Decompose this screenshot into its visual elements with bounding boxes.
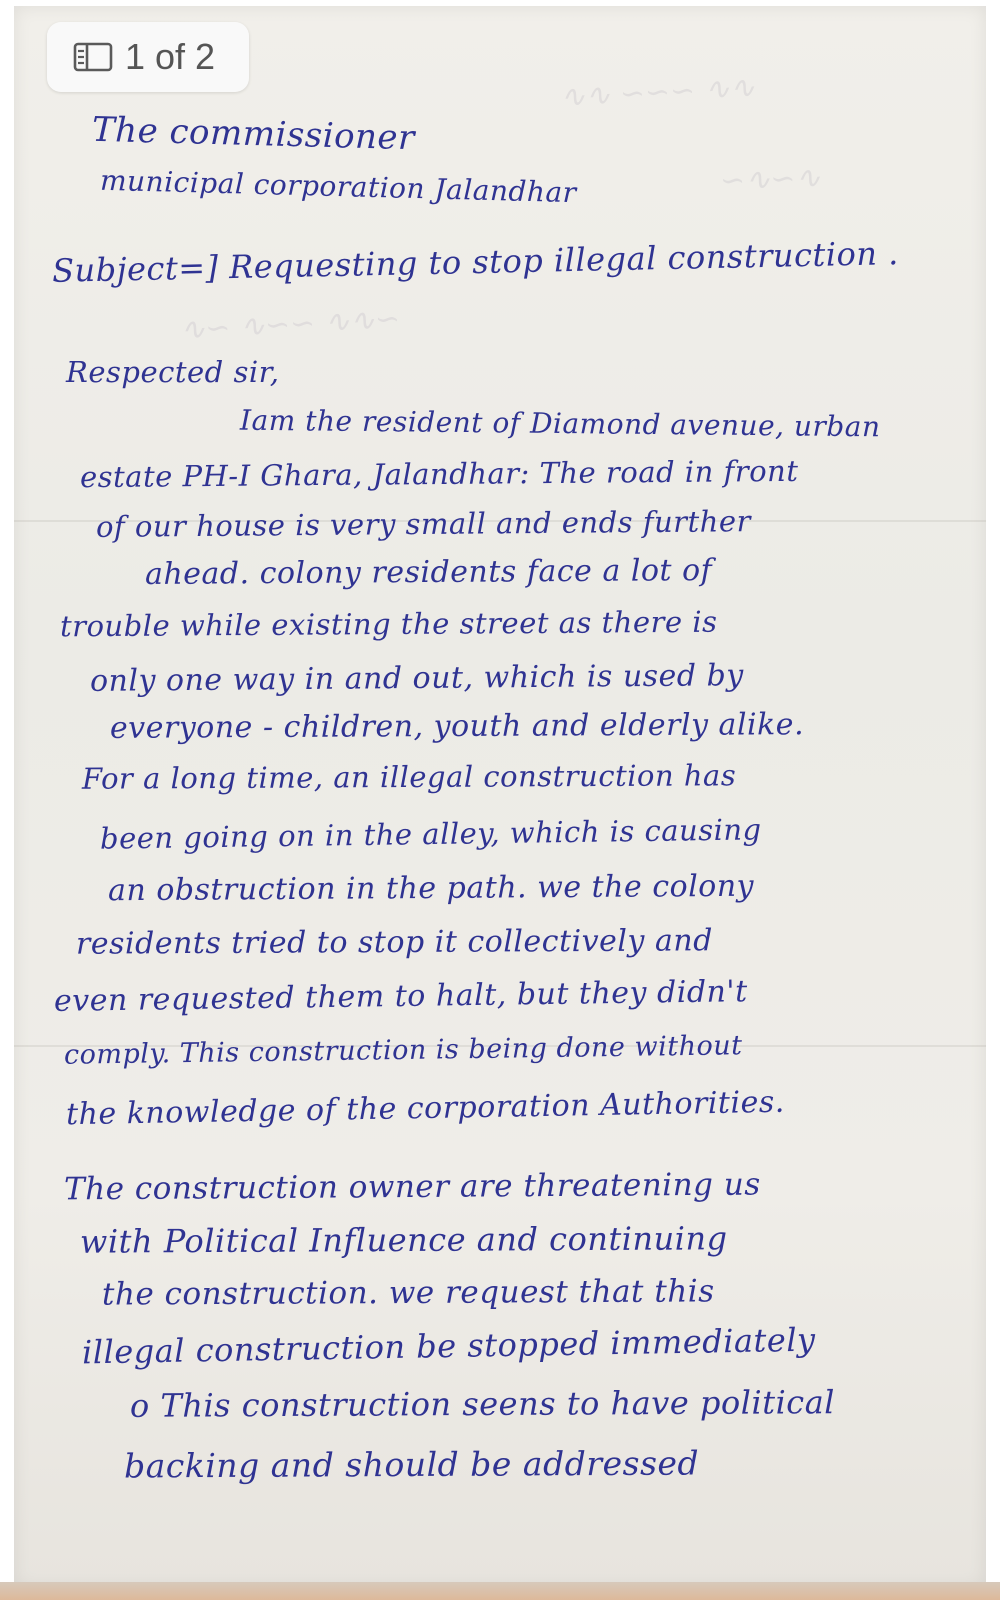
- page-indicator-label: 1 of 2: [125, 36, 216, 77]
- body-line: o This construction seens to have political: [129, 1383, 836, 1425]
- body-line: an obstruction in the path. we the colony: [107, 868, 755, 909]
- body-line: the knowledge of the corporation Authorities.: [65, 1084, 786, 1133]
- body-line: with Political Influence and continuing: [79, 1219, 728, 1261]
- document-pages-icon: [73, 42, 113, 72]
- bleed-through-marks: ∽∿∽∿: [719, 160, 822, 199]
- body-line: Iam the resident of Diamond avenue, urban: [239, 403, 881, 444]
- body-line: For a long time, an illegal construction has: [81, 758, 737, 796]
- page-indicator[interactable]: [47, 22, 249, 92]
- body-line: trouble while existing the street as there is: [59, 604, 718, 644]
- body-line: estate PH-I Ghara, Jalandhar: The road in front: [79, 453, 799, 495]
- body-line: the construction. we request that this: [101, 1273, 715, 1313]
- body-line: backing and should be addressed: [123, 1443, 700, 1486]
- bleed-through-marks: ∿∽ ∿∽∽ ∿∿∽: [179, 301, 401, 348]
- body-line: comply. This construction is being done without: [63, 1030, 743, 1071]
- body-line: illegal construction be stopped immediately: [81, 1320, 816, 1372]
- body-line: only one way in and out, which is used by: [89, 658, 744, 699]
- body-line: of our house is very small and ends further: [95, 504, 752, 544]
- salutation: Respected sir,: [66, 355, 280, 389]
- body-line: ahead. colony residents face a lot of: [144, 553, 713, 592]
- body-line: The construction owner are threatening us: [63, 1166, 761, 1208]
- paper-bottom-edge: [0, 1582, 1000, 1600]
- recipient-title: The commissioner: [91, 109, 416, 159]
- recipient-organization: municipal corporation Jalandhar: [99, 163, 577, 210]
- bleed-through-marks: ∿∿ ∽∽∽ ∿∿: [559, 69, 756, 116]
- body-line: been going on in the alley, which is causing: [99, 812, 762, 856]
- body-line: residents tried to stop it collectively and: [75, 923, 713, 962]
- body-line: even requested them to halt, but they didn't: [53, 974, 748, 1019]
- body-line: everyone - children, youth and elderly alike.: [109, 707, 805, 746]
- letter-subject: Subject=] Requesting to stop illegal construction .: [51, 234, 900, 290]
